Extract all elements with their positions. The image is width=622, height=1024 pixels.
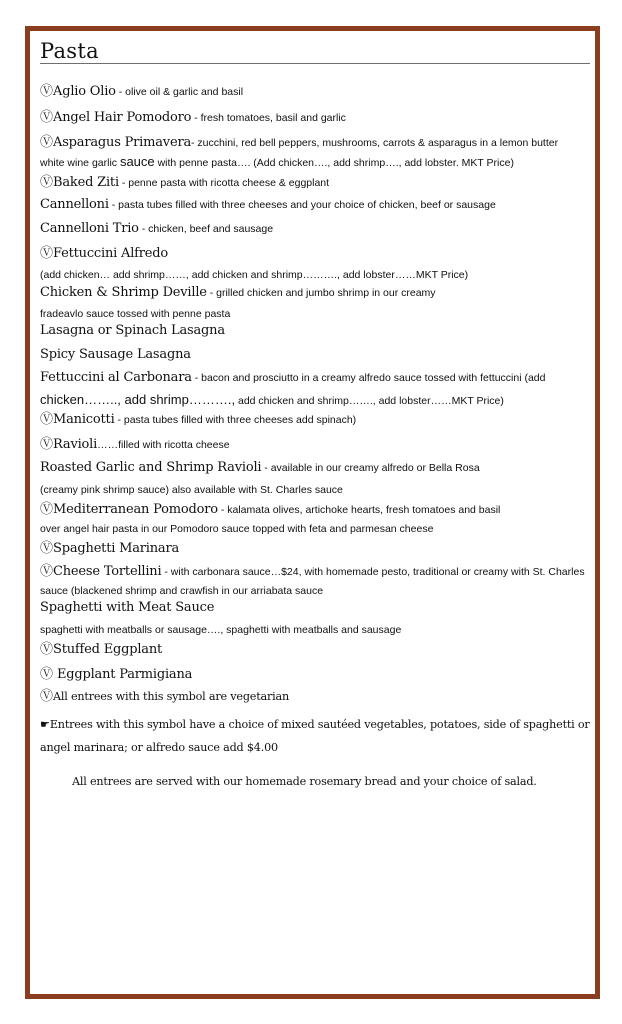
menu-item: [40, 131, 558, 151]
item-name: Ravioli: [53, 437, 98, 452]
menu-item: [40, 321, 225, 339]
item-description-continued: over angel hair pasta in our Pomodoro sauce topped with feta and parmesan cheese: [40, 523, 434, 535]
item-description-continued: (creamy pink shrimp sauce) also available with St. Charles sauce: [40, 484, 343, 496]
menu-item: [40, 433, 230, 453]
vegetarian-icon: Ⓥ: [40, 412, 54, 427]
menu-item: [40, 80, 243, 100]
menu-item: [40, 195, 496, 213]
vegetarian-note: ⓋAll entrees with this symbol are vegetarian: [40, 689, 289, 704]
item-name: Lasagna or Spinach Lasagna: [40, 323, 225, 338]
pointing-hand-icon: ☛: [40, 718, 50, 731]
item-name: Angel Hair Pomodoro: [53, 110, 192, 125]
item-name: Roasted Garlic and Shrimp Ravioli: [40, 460, 262, 475]
item-description: - kalamata olives, artichoke hearts, fresh tomatoes and basil: [217, 504, 501, 516]
item-name: Stuffed Eggplant: [53, 642, 163, 657]
item-name: Chicken & Shrimp Deville: [40, 285, 207, 300]
item-name: Spaghetti Marinara: [53, 541, 180, 556]
menu-item: [40, 498, 500, 518]
item-description: - with carbonara sauce…$24, with homemade pesto, traditional or creamy with St. Charles: [161, 566, 585, 578]
item-name: Mediterranean Pomodoro: [53, 502, 218, 517]
menu-item: [40, 106, 346, 126]
item-name: Spaghetti with Meat Sauce: [40, 600, 215, 615]
item-name: Baked Ziti: [53, 175, 119, 190]
side-choice-note-continued: angel marinara; or alfredo sauce add $4.00: [40, 741, 278, 754]
item-name: Spicy Sausage Lasagna: [40, 347, 191, 362]
item-description: - zucchini, red bell peppers, mushrooms, carrots & asparagus in a lemon butter: [191, 137, 559, 149]
menu-item: [40, 171, 329, 191]
item-description: ……filled with ricotta cheese: [97, 439, 230, 451]
vegetarian-icon: Ⓥ: [40, 564, 54, 579]
side-choice-note: ☛Entrees with this symbol have a choice of mixed sautéed vegetables, potatoes, side of spaghetti or: [40, 718, 590, 731]
item-description: - penne pasta with ricotta cheese & eggplant: [118, 177, 330, 189]
menu-item: [40, 638, 162, 658]
item-description-continued: chicken…….., add shrimp………., add chicken and shrimp……., add lobster……MKT Price): [40, 392, 504, 407]
vegetarian-icon: Ⓥ: [40, 246, 54, 261]
menu-item: [40, 283, 436, 301]
menu-item: [40, 345, 191, 363]
section-header: [40, 39, 590, 64]
item-description: - olive oil & garlic and basil: [115, 86, 244, 98]
item-description: - available in our creamy alfredo or Bella Rosa: [261, 462, 480, 474]
item-name: Eggplant Parmigiana: [53, 667, 193, 682]
vegetarian-icon: Ⓥ: [40, 437, 54, 452]
item-description: - pasta tubes filled with three cheeses add spinach): [114, 414, 357, 426]
vegetarian-icon: Ⓥ: [40, 541, 54, 556]
item-description-continued: (add chicken… add shrimp……, add chicken and shrimp………., add lobster……MKT Price): [40, 269, 469, 281]
menu-item: [40, 560, 585, 580]
vegetarian-icon: Ⓥ: [40, 175, 54, 190]
menu-item: [40, 408, 356, 428]
served-with-note: All entrees are served with our homemade rosemary bread and your choice of salad.: [72, 775, 537, 788]
item-description: - grilled chicken and jumbo shrimp in our creamy: [206, 287, 436, 299]
item-name: Aglio Olio: [53, 84, 116, 99]
item-name: Cheese Tortellini: [53, 564, 162, 579]
vegetarian-icon: Ⓥ: [40, 110, 54, 125]
item-description-continued: spaghetti with meatballs or sausage…., spaghetti with meatballs and sausage: [40, 624, 402, 636]
menu-item: [40, 219, 273, 237]
menu-item: [40, 458, 480, 476]
item-description: - pasta tubes filled with three cheeses and your choice of chicken, beef or sausage: [108, 199, 496, 211]
item-name: Fettuccini al Carbonara: [40, 370, 192, 385]
item-name: Manicotti: [53, 412, 115, 427]
item-name: Cannelloni: [40, 197, 109, 212]
item-description: - fresh tomatoes, basil and garlic: [191, 112, 346, 124]
menu-item: [40, 537, 179, 557]
item-description: - chicken, beef and sausage: [138, 223, 274, 235]
vegetarian-icon: Ⓥ: [40, 135, 54, 150]
section-title: Pasta: [40, 39, 99, 63]
vegetarian-icon: Ⓥ: [40, 642, 54, 657]
item-description-continued: fradeavlo sauce tossed with penne pasta: [40, 308, 231, 320]
item-name: Cannelloni Trio: [40, 221, 139, 236]
menu-item: [40, 663, 192, 683]
menu-item: [40, 242, 168, 262]
item-description: - bacon and prosciutto in a creamy alfredo sauce tossed with fettuccini (add: [191, 372, 546, 384]
item-name: Fettuccini Alfredo: [53, 246, 169, 261]
vegetarian-icon: Ⓥ: [40, 667, 54, 682]
vegetarian-icon: Ⓥ: [40, 84, 54, 99]
vegetarian-icon: Ⓥ: [40, 689, 54, 704]
item-description-continued: sauce (blackened shrimp and crawfish in our arriabata sauce: [40, 585, 324, 597]
item-description-continued: white wine garlic sauce with penne pasta…. (Add chicken…., add shrimp…., add lobster. MKT Price): [40, 154, 514, 169]
vegetarian-icon: Ⓥ: [40, 502, 54, 517]
menu-item: [40, 368, 546, 386]
menu-frame: [25, 26, 600, 999]
item-name: Asparagus Primavera: [53, 135, 192, 150]
menu-item: [40, 598, 214, 616]
